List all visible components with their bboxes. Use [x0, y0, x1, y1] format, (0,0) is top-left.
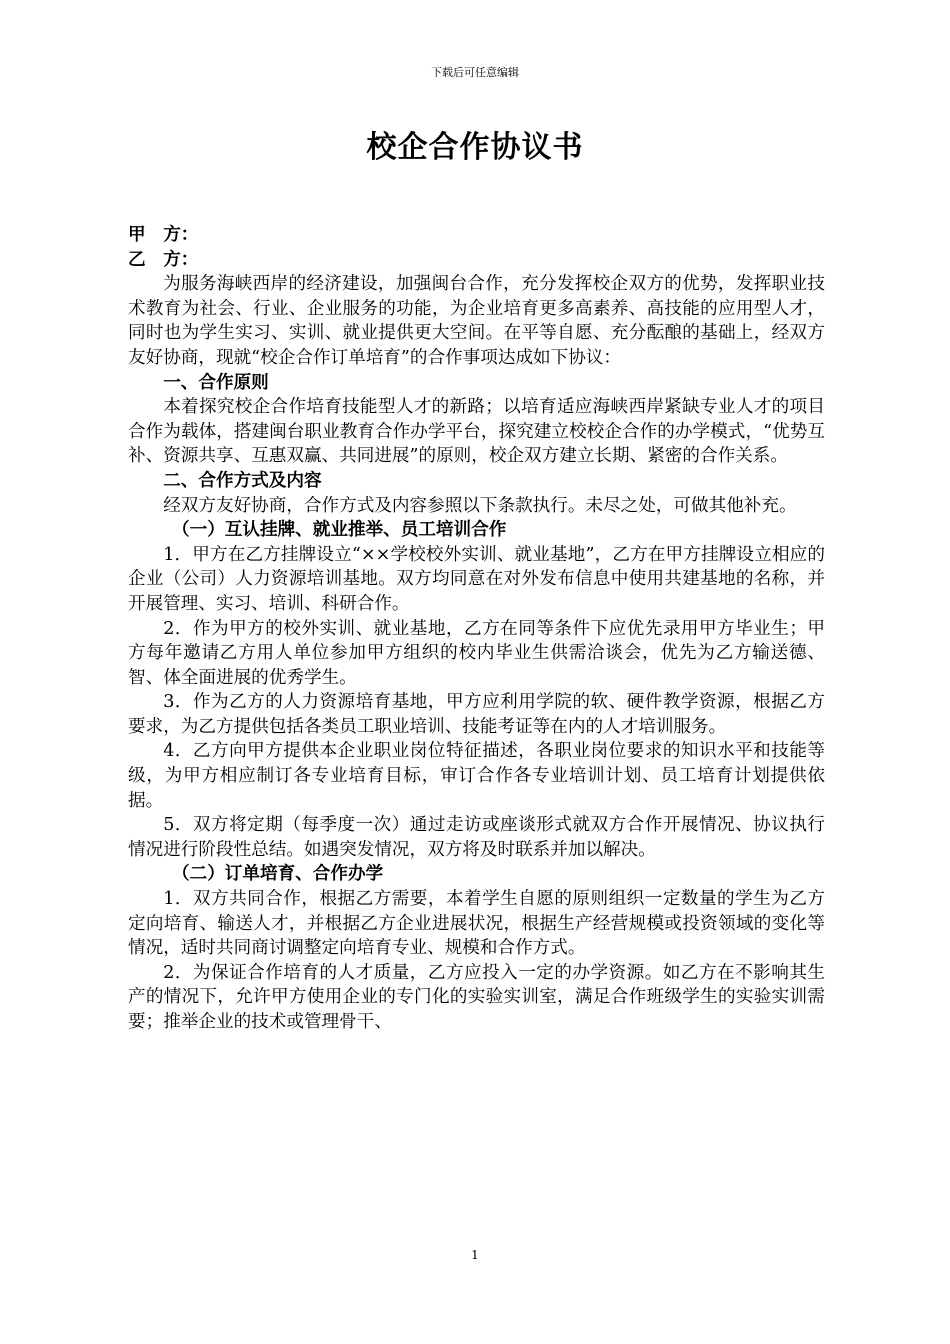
subsection-heading-1: （一）互认挂牌、就业推举、员工培训合作 — [172, 520, 507, 541]
document-title: 校企合作协议书 — [366, 130, 584, 165]
document-body — [128, 223, 825, 1035]
clause-paragraph: 2．作为甲方的校外实训、就业基地，乙方在同等条件下应优先录用甲方毕业生；甲方每年邀请乙方用人单位参加甲方组织的校内毕业生供需洽谈会，优先为乙方输送德、智、体全面进展的优秀学生。 — [128, 618, 825, 688]
page-number: 1 — [471, 1248, 479, 1262]
section-heading-principles: 一、合作原则 — [163, 372, 269, 393]
intro-paragraph: 为服务海峡西岸的经济建设，加强闽台合作，充分发挥校企双方的优势，发挥职业技术教育为社会、行业、企业服务的功能，为企业培育更多高素养、高技能的应用型人才，同时也为学生实习、实训、就业提供更大空间。在平等自愿、充分酝酿的基础上，经双方友好协商，现就“校企合作订单培育”的合作事项达成如下协议： — [128, 274, 825, 368]
header-note: 下载后可任意编辑 — [431, 66, 519, 79]
methods-paragraph: 经双方友好协商，合作方式及内容参照以下条款执行。未尽之处，可做其他补充。 — [163, 495, 797, 516]
section-heading-methods: 二、合作方式及内容 — [163, 470, 322, 491]
principles-paragraph: 本着探究校企合作培育技能型人才的新路；以培育适应海峡西岸紧缺专业人才的项目合作为载体，搭建闽台职业教育合作办学平台，探究建立校校企合作的办学模式，“优势互补、资源共享、互惠双赢、共同进展”的原则，校企双方建立长期、紧密的合作关系。 — [128, 397, 825, 467]
clause-paragraph: 5．双方将定期（每季度一次）通过走访或座谈形式就双方合作开展情况、协议执行情况进行阶段性总结。如遇突发情况，双方将及时联系并加以解决。 — [128, 815, 825, 860]
subsection-heading-2: （二）订单培育、合作办学 — [172, 864, 384, 885]
party-a-label: 甲 方： — [128, 225, 199, 245]
clause-paragraph: 2．为保证合作培育的人才质量，乙方应投入一定的办学资源。如乙方在不影响其生产的情况下，允许甲方使用企业的专门化的实验实训室，满足合作班级学生的实验实训需要；推举企业的技术或管理骨干、 — [128, 962, 825, 1032]
clause-paragraph: 1．甲方在乙方挂牌设立“××学校校外实训、就业基地”，乙方在甲方挂牌设立相应的企业（公司）人力资源培训基地。双方均同意在对外发布信息中使用共建基地的名称，并开展管理、实习、培训、科研合作。 — [128, 544, 825, 614]
party-b-label: 乙 方： — [128, 249, 199, 270]
clause-paragraph: 3．作为乙方的人力资源培育基地，甲方应利用学院的软、硬件教学资源，根据乙方要求，为乙方提供包括各类员工职业培训、技能考证等在内的人才培训服务。 — [128, 692, 825, 737]
clause-paragraph: 1．双方共同合作，根据乙方需要，本着学生自愿的原则组织一定数量的学生为乙方定向培育、输送人才，并根据乙方企业进展状况，根据生产经营规模或投资领域的变化等情况，适时共同商讨调整定向培育专业、规模和合作方式。 — [128, 889, 825, 959]
clause-paragraph: 4．乙方向甲方提供本企业职业岗位特征描述，各职业岗位要求的知识水平和技能等级，为甲方相应制订各专业培育目标，审订合作各专业培训计划、员工培育计划提供依据。 — [128, 741, 825, 811]
